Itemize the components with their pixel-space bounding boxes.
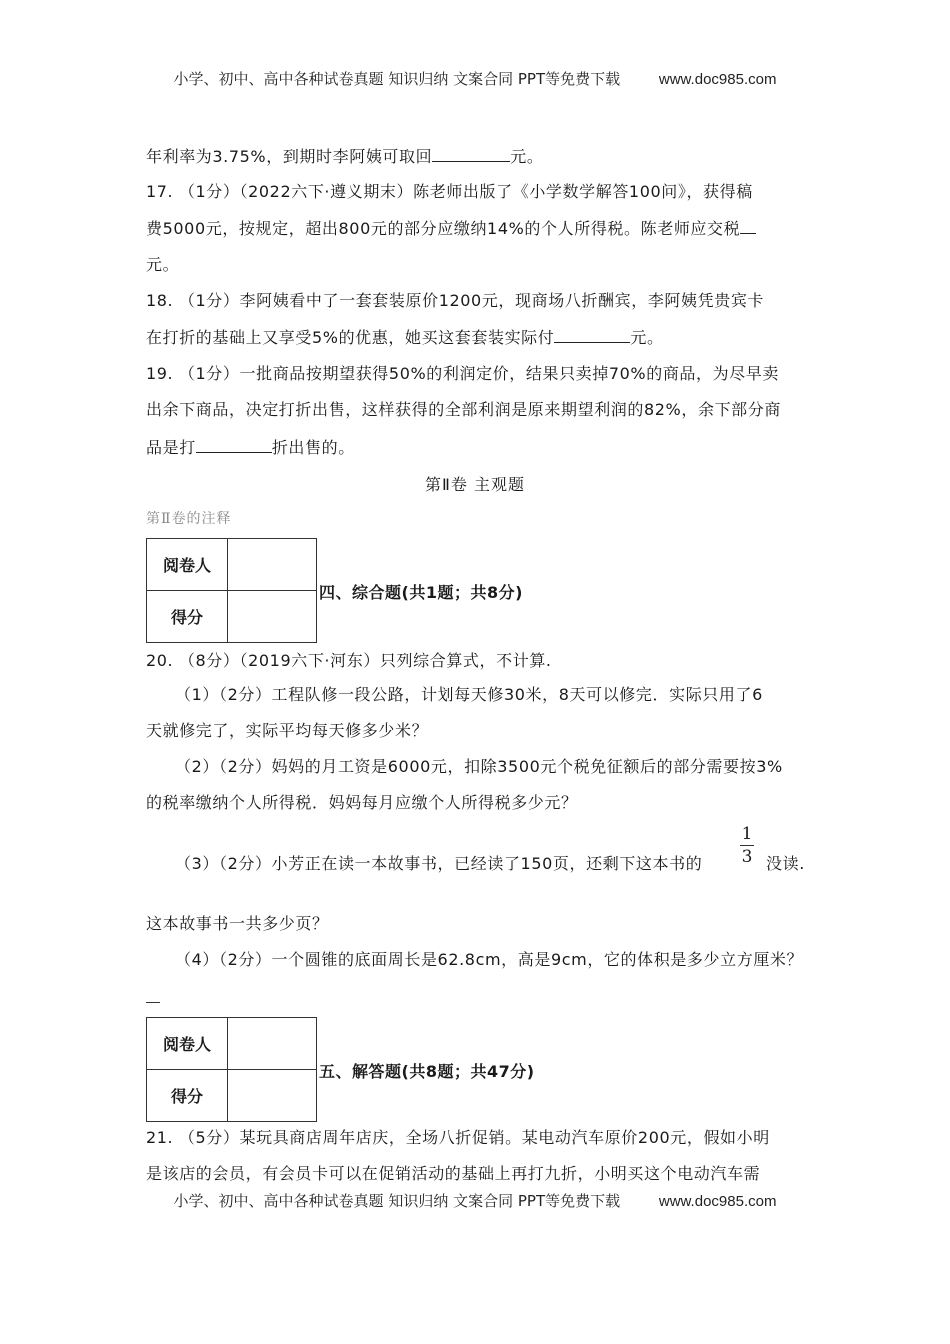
score-cell[interactable] xyxy=(228,591,317,643)
q18-line2 xyxy=(146,327,664,348)
fraction-bar xyxy=(740,845,754,846)
answer-blank xyxy=(196,437,272,453)
q20-p1-line2: 天就修完了，实际平均每天修多少米？ xyxy=(146,721,429,740)
reviewer-label: 阅卷人 xyxy=(147,539,228,591)
part2-note: 第Ⅱ卷的注释 xyxy=(146,511,232,527)
score-cell[interactable] xyxy=(228,1070,317,1122)
page-header xyxy=(0,68,950,89)
answer-blank xyxy=(432,146,510,162)
q18-text-b: 元。 xyxy=(630,328,664,347)
q18-text-a: 在打折的基础上又享受5%的优惠，她买这套套装实际付 xyxy=(146,328,555,347)
q20-p3-text-a: （3）（2分）小芳正在读一本故事书，已经读了150页，还剩下这本书的 xyxy=(175,854,703,873)
q21-line2: 是该店的会员，有会员卡可以在促销活动的基础上再打九折，小明买这个电动汽车需 xyxy=(146,1164,761,1183)
q20-p2-line1: （2）（2分）妈妈的月工资是6000元，扣除3500元个税免征额后的部分需要按3% xyxy=(175,757,783,776)
q16-text-b: 元。 xyxy=(510,147,544,166)
q20-p3-text-b: 没读. xyxy=(766,854,805,873)
header-text: 小学、初中、高中各种试卷真题 知识归纳 文案合同 PPT等免费下载 xyxy=(173,70,621,88)
q19-line2: 出余下商品，决定打折出售，这样获得的全部利润是原来期望利润的82%，余下部分商 xyxy=(146,400,781,419)
q16-text-a: 年利率为3.75%，到期时李阿姨可取回 xyxy=(146,147,433,166)
short-rule xyxy=(146,1002,160,1003)
answer-blank xyxy=(554,327,630,343)
q17-line1: 17. （1分）（2022六下·遵义期末）陈老师出版了《小学数学解答100问》，获得稿 xyxy=(146,182,753,201)
header-site[interactable]: www.doc985.com xyxy=(658,71,777,88)
section5-title: 五、解答题(共8题；共47分) xyxy=(319,1062,535,1081)
score-label: 得分 xyxy=(147,591,228,643)
reviewer-cell[interactable] xyxy=(228,1018,317,1070)
q20-stem: 20. （8分）（2019六下·河东）只列综合算式，不计算. xyxy=(146,651,552,670)
q20-p3-line2: 这本故事书一共多少页？ xyxy=(146,914,329,933)
reviewer-label: 阅卷人 xyxy=(147,1018,228,1070)
q19-text-b: 折出售的。 xyxy=(271,438,355,457)
fraction-denominator: 3 xyxy=(741,847,753,867)
q17-text: 费5000元，按规定，超出800元的部分应缴纳14%的个人所得税。陈老师应交税 xyxy=(146,219,741,238)
score-table-5 xyxy=(146,1017,317,1122)
page-footer xyxy=(0,1190,950,1211)
q20-p1-line1: （1）（2分）工程队修一段公路，计划每天修30米，8天可以修完．实际只用了6 xyxy=(175,685,763,704)
fraction-numerator: 1 xyxy=(741,824,753,844)
q20-p3-line1 xyxy=(175,854,702,874)
q19-line3 xyxy=(146,437,355,458)
q20-p2-line2: 的税率缴纳个人所得税．妈妈每月应缴个人所得税多少元？ xyxy=(146,793,578,812)
q18-line1: 18. （1分）李阿姨看中了一套套装原价1200元，现商场八折酬宾，李阿姨凭贵宾卡 xyxy=(146,291,765,310)
q19-line1: 19. （1分）一批商品按期望获得50%的利润定价，结果只卖掉70%的商品，为尽早卖 xyxy=(146,364,780,383)
q20-p4-line1: （4）（2分）一个圆锥的底面周长是62.8cm，高是9cm，它的体积是多少立方厘米？ xyxy=(175,950,804,969)
q16-line1 xyxy=(146,146,543,167)
score-table-4 xyxy=(146,538,317,643)
footer-text: 小学、初中、高中各种试卷真题 知识归纳 文案合同 PPT等免费下载 xyxy=(173,1192,621,1210)
q17-line2 xyxy=(146,218,756,239)
score-label: 得分 xyxy=(147,1070,228,1122)
footer-site[interactable]: www.doc985.com xyxy=(658,1193,777,1210)
part2-title: 第Ⅱ卷 主观题 xyxy=(425,475,525,494)
q19-text-a: 品是打 xyxy=(146,438,196,457)
q17-line3: 元。 xyxy=(146,255,180,274)
reviewer-cell[interactable] xyxy=(228,539,317,591)
fraction-one-third xyxy=(740,825,754,866)
section4-title: 四、综合题(共1题；共8分) xyxy=(319,583,523,602)
q21-line1: 21. （5分）某玩具商店周年店庆，全场八折促销。某电动汽车原价200元，假如小明 xyxy=(146,1128,770,1147)
answer-blank xyxy=(740,218,756,234)
